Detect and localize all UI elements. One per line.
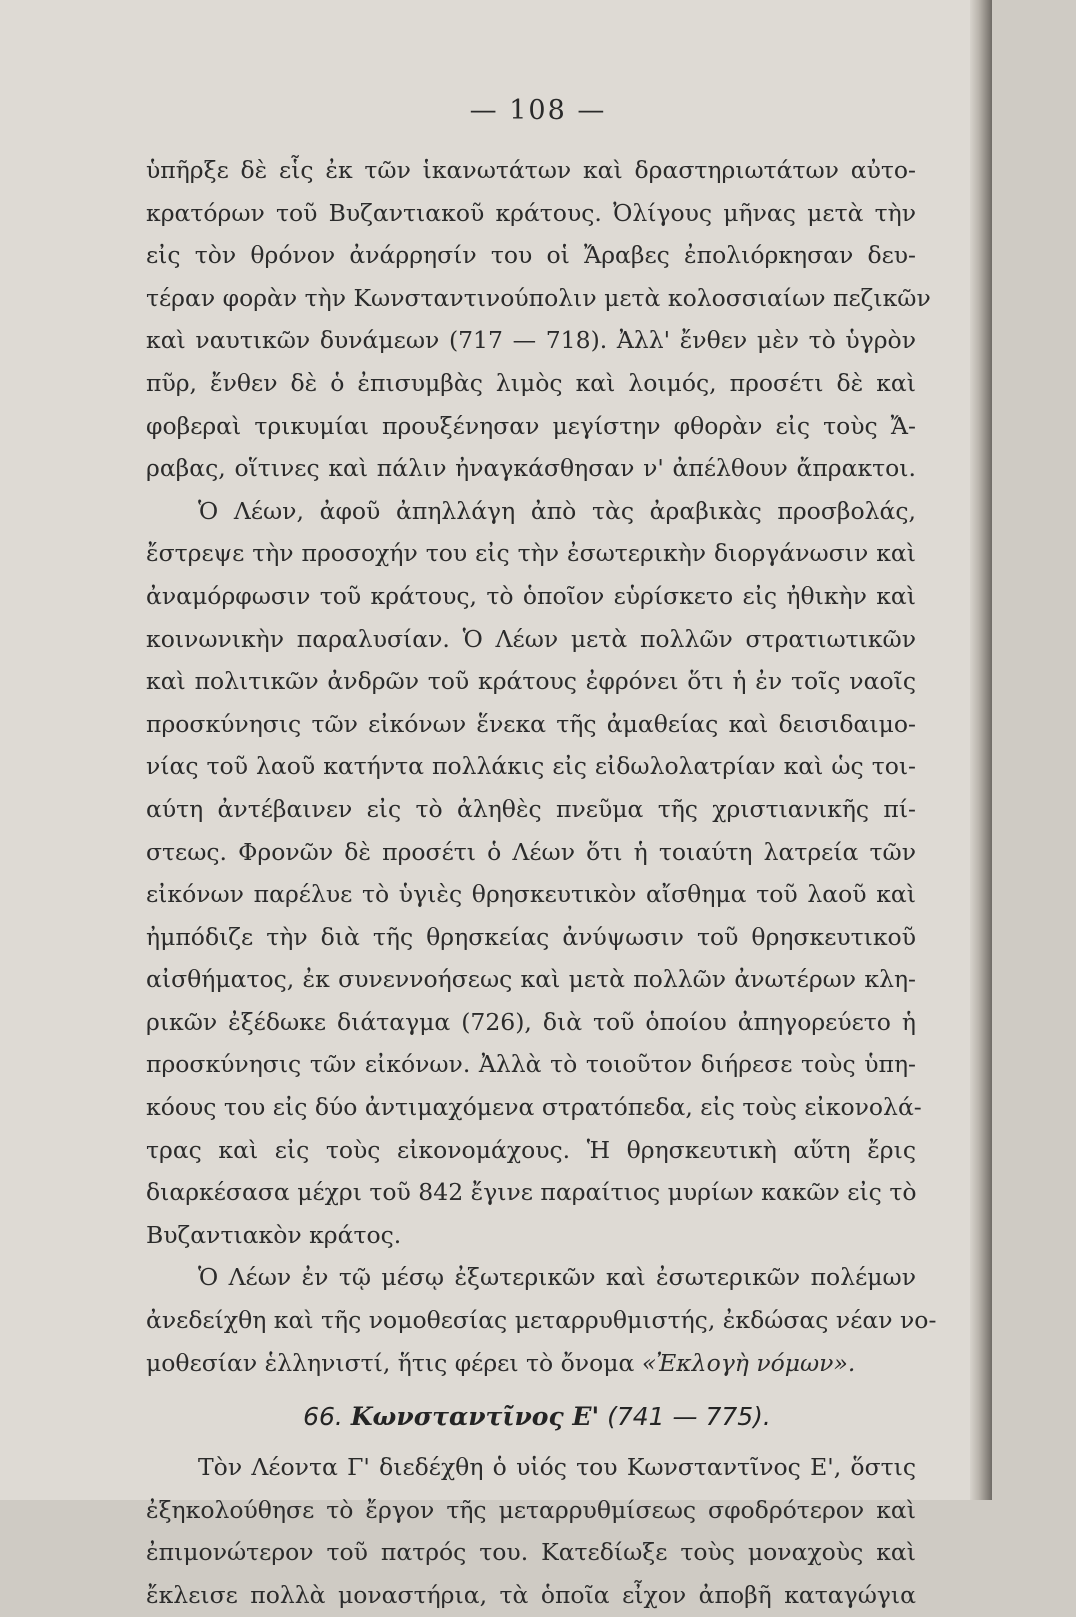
text-line: ἠμπόδιζε τὴν διὰ τῆς θρησκείας ἀνύψωσιν τοῦ θρησκευτικοῦ: [146, 922, 916, 951]
paragraph-4: [146, 1446, 916, 1616]
paragraph-1: [146, 149, 931, 490]
text-line: καὶ ναυτικῶν δυνάμεων (717 — 718). Ἀλλ' ἔνθεν μὲν τὸ ὑγρὸν: [146, 326, 916, 355]
text-line: κόους του εἰς δύο ἀντιμαχόμενα στρατόπεδα, εἰς τοὺς εἰκονολά-: [146, 1093, 922, 1122]
text-line: αύτη ἀντέβαινεν εἰς τὸ ἀληθὲς πνεῦμα τῆς χριστιανικῆς πί-: [146, 794, 916, 823]
section-number: 66.: [303, 1402, 343, 1432]
text-line: καὶ πολιτικῶν ἀνδρῶν τοῦ κράτους ἐφρόνει ὅτι ἡ ἐν τοῖς ναοῖς: [146, 667, 916, 696]
book-spine-shadow: [970, 0, 992, 1500]
text-line: ραβας, οἵτινες καὶ πάλιν ἠναγκάσθησαν ν' ἀπέλθουν ἄπρακτοι.: [146, 454, 916, 483]
page-number: — 108 —: [469, 95, 607, 126]
text-line: κοινωνικὴν παραλυσίαν. Ὁ Λέων μετὰ πολλῶν στρατιωτικῶν: [146, 624, 916, 653]
section-dates: (741 — 775).: [607, 1402, 771, 1432]
section-heading: [146, 1388, 916, 1446]
text-line: ἐπιμονώτερον τοῦ πατρός του. Κατεδίωξε τοὺς μοναχοὺς καὶ: [146, 1538, 916, 1567]
text-line: ρικῶν ἐξέδωκε διάταγμα (726), διὰ τοῦ ὁποίου ἀπηγορεύετο ἡ: [146, 1007, 916, 1036]
text-line: Βυζαντιακὸν κράτος.: [146, 1220, 402, 1249]
text-line: προσκύνησις τῶν εἰκόνων ἕνεκα τῆς ἀμαθείας καὶ δεισιδαιμο-: [146, 709, 916, 738]
text-line: Τὸν Λέοντα Γ' διεδέχθη ὁ υἱός του Κωνσταντῖνος Ε', ὅστις: [198, 1453, 916, 1482]
text-line: Ὁ Λέων ἐν τῷ μέσῳ ἐξωτερικῶν καὶ ἐσωτερικῶν πολέμων: [198, 1263, 916, 1292]
text-line: ἀνεδείχθη καὶ τῆς νομοθεσίας μεταρρυθμιστής, ἐκδώσας νέαν νο-: [146, 1306, 937, 1335]
text-line: ἔστρεψε τὴν προσοχήν του εἰς τὴν ἐσωτερικὴν διοργάνωσιν καὶ: [146, 539, 916, 568]
text-line: φοβεραὶ τρικυμίαι προυξένησαν μεγίστην φθορὰν εἰς τοὺς Ἄ-: [146, 411, 916, 440]
text-line: πῦρ, ἔνθεν δὲ ὁ ἐπισυμβὰς λιμὸς καὶ λοιμός, προσέτι δὲ καὶ: [146, 368, 916, 397]
text-line: στεως. Φρονῶν δὲ προσέτι ὁ Λέων ὅτι ἡ τοιαύτη λατρεία τῶν: [146, 837, 916, 866]
text-line: ἔκλεισε πολλὰ μοναστήρια, τὰ ὁποῖα εἶχον ἀποβῆ καταγώγια: [146, 1581, 916, 1609]
section-title: Κωνσταντῖνος Ε': [350, 1402, 600, 1432]
text-line: ὑπῆρξε δὲ εἷς ἐκ τῶν ἱκανωτάτων καὶ δραστηριωτάτων αὐτο-: [146, 156, 916, 184]
text-line: εἰκόνων παρέλυε τὸ ὑγιὲς θρησκευτικὸν αἴσθημα τοῦ λαοῦ καὶ: [146, 880, 916, 909]
page-body: [146, 149, 937, 1617]
text-line: ἐξηκολούθησε τὸ ἔργον τῆς μεταρρυθμίσεως σφοδρότερον καὶ: [146, 1495, 916, 1524]
text-line: Ὁ Λέων, ἀφοῦ ἀπηλλάγη ἀπὸ τὰς ἀραβικὰς προσβολάς,: [198, 496, 916, 525]
code-title: «Ἐκλογὴ νόμων».: [641, 1348, 856, 1377]
text-line: προσκύνησις τῶν εἰκόνων. Ἀλλὰ τὸ τοιοῦτον διήρεσε τοὺς ὑπη-: [146, 1050, 916, 1079]
text-line: κρατόρων τοῦ Βυζαντιακοῦ κράτους. Ὀλίγους μῆνας μετὰ τὴν: [146, 198, 916, 227]
text-line: διαρκέσασα μέχρι τοῦ 842 ἔγινε παραίτιος μυρίων κακῶν εἰς τὸ: [146, 1178, 917, 1207]
paragraph-3: [146, 1256, 937, 1384]
text-line: αἰσθήματος, ἐκ συνεννοήσεως καὶ μετὰ πολλῶν ἀνωτέρων κλη-: [146, 965, 916, 994]
text-line: ἀναμόρφωσιν τοῦ κράτους, τὸ ὁποῖον εὑρίσκετο εἰς ἠθικὴν καὶ: [146, 581, 916, 610]
paragraph-2: [146, 490, 922, 1257]
text-line: εἰς τὸν θρόνον ἀνάρρησίν του οἱ Ἄραβες ἐπολιόρκησαν δευ-: [146, 241, 916, 270]
text-line: νίας τοῦ λαοῦ κατήντα πολλάκις εἰς εἰδωλολατρίαν καὶ ὡς τοι-: [146, 752, 916, 781]
text-line: μοθεσίαν ἑλληνιστί, ἥτις φέρει τὸ ὄνομα: [146, 1348, 642, 1377]
text-line: τρας καὶ εἰς τοὺς εἰκονομάχους. Ἡ θρησκευτικὴ αὕτη ἔρις: [146, 1135, 916, 1164]
text-line-with-title: [146, 1342, 916, 1385]
text-line: τέραν φορὰν τὴν Κωνσταντινούπολιν μετὰ κολοσσιαίων πεζικῶν: [146, 283, 931, 312]
